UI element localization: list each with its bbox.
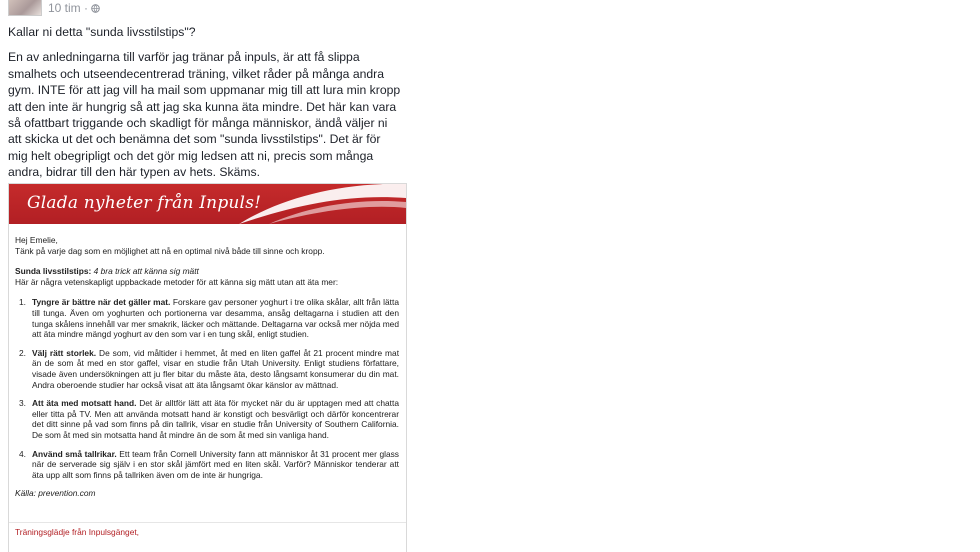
list-item: 3. Att äta med motsatt hand. Det är alltför lätt att äta för mycket när du är upptagen med att chatta eller titta på TV. Men att använda motsatt hand är konstigt och besvärligt och därför koncentrerar det ditt sinne på vad som finns på din tallrik, visar en studie från University of Southern California. De som åt med sin motsatta hand åt mindre än de som åt med sin vanliga hand. [19,398,399,440]
post-text [8,24,403,190]
email-greeting: Hej Emelie, [15,235,58,245]
post-body: En av anledningarna till varför jag tränar på inpuls, är att få slippa smalhets och utseendecentrerad träning, vilket råder på många andra gym. INTE för att jag vill ha mail som uppmanar mig till att lura min kropp att den inte är hungrig så att jag ska kunna äta mindre. Det här kan vara så ofattbart triggande och skadligt för många människor, ändå väljer ni att skicka ut det och benämna det som "sunda livsstilstips". Det är för mig helt obegripligt och det gör mig ledsen att ni, precis som många andra, bidrar till den här typen av hets. Skäms. [8,50,401,180]
post-title: Kallar ni detta "sunda livsstilstips"? [8,25,196,39]
tips-list [15,297,399,480]
post-time[interactable]: 10 tim [48,1,81,15]
list-item: 2. Välj rätt storlek. De som, vid måltider i hemmet, åt med en liten gaffel åt 21 procent mindre mat än de som åt med en stor gaffel, visar en studie från Utah University. Enligt studiens författare, visade även undersökningen att ju fler bitar du måste äta, desto långsamt konsumerar du din mat. Andra oberoende studier har också visat att äta långsamt ökar känslor av mättnad. [19,347,400,390]
list-item: 4. Använd små tallrikar. Ett team från Cornell University fann att människor åt 31 procent mer glass när de serverade sig själv i en stor skål jämfört med en liten skål. Varför? Människor tenderar att äta upp allt som finns på tallriken även om de inte är hungriga. [19,448,399,480]
tip-title: Att äta med motsatt hand. [32,398,137,409]
list-item: 1. Tyngre är bättre när det gäller mat. Forskare gav personer yoghurt i tre olika skålar, allt från lätta till tunga. Även om yoghurten och portionerna var desamma, ansåg deltagarna i studien att den tunga skålens innehåll var mer smakrik, läcker och mättande. Deltagarna var också mer nöjda med att äta mindre mängd yoghurt av den som var i en tung skål, enligt studien. [19,297,399,340]
banner-title: Glada nyheter från Inpuls! [27,193,262,213]
email-body [9,224,406,537]
tip-text: Forskare gav personer yoghurt i tre olika skålar, allt från lätta till tunga. Även om yoghurten och portionerna var desamma, ansåg deltagarna i studien att den tunga skålens innehåll var mer smakrik, läcker och mättande. Deltagarna var också mer nöjda med att äta mindre mängd yoghurt av den som var i en tung skål, enligt studien. [32,297,399,340]
tip-title: Använd små tallrikar. [32,448,117,459]
email-banner [9,184,406,224]
tip-title: Välj rätt storlek. [32,347,97,358]
tip-text: De som, vid måltider i hemmet, åt med en liten gaffel åt 21 procent mindre mat än de som åt med en stor gaffel, visar en studie från Utah University. Enligt studiens författare, visade även undersökningen att ju fler bitar du måste äta, desto långsamt konsumerar du din mat. Andra oberoende studier har också visat att äta långsamt ökar känslor av mättnad. [32,347,400,390]
section-label: Sunda livsstilstips: [15,266,92,277]
post-meta: 10 tim · [48,1,100,15]
email-greeting-block [15,235,399,256]
section-lead: Här är några vetenskapligt uppbackade metoder för att känna sig mätt utan att äta mer: [15,276,339,287]
tip-title: Tyngre är bättre när det gäller mat. [32,297,171,308]
tip-text: Ett team från Cornell University fann att människor åt 31 procent mer glass när de serverade sig själv i en stor skål jämfört med en liten skål. Varför? Människor tenderar att äta upp allt som finns på tallriken även om de inte är hungriga. [32,448,399,480]
email-divider [9,522,406,523]
section-sub: 4 bra trick att känna sig mätt [93,266,199,277]
tip-text: Det är alltför lätt att äta för mycket när du är upptagen med att chatta eller titta på TV. Men att använda motsatt hand är konstigt och besvärligt och därför koncentrerar det ditt sinne på vad som finns på din tallrik, visar en studie från University of Southern California. De som åt med sin motsatta hand åt mindre än de som åt med sin vanliga hand. [32,398,399,440]
email-intro: Tänk på varje dag som en möjlighet att nå en optimal nivå både till sinne och kropp. [15,245,325,256]
tips-section-heading [15,266,399,287]
email-signoff: Träningsglädje från Inpulsgänget, [15,526,140,537]
globe-icon [91,1,100,15]
author-avatar[interactable] [8,0,42,16]
email-screenshot[interactable] [8,183,407,552]
email-source: Källa: prevention.com [15,488,96,499]
